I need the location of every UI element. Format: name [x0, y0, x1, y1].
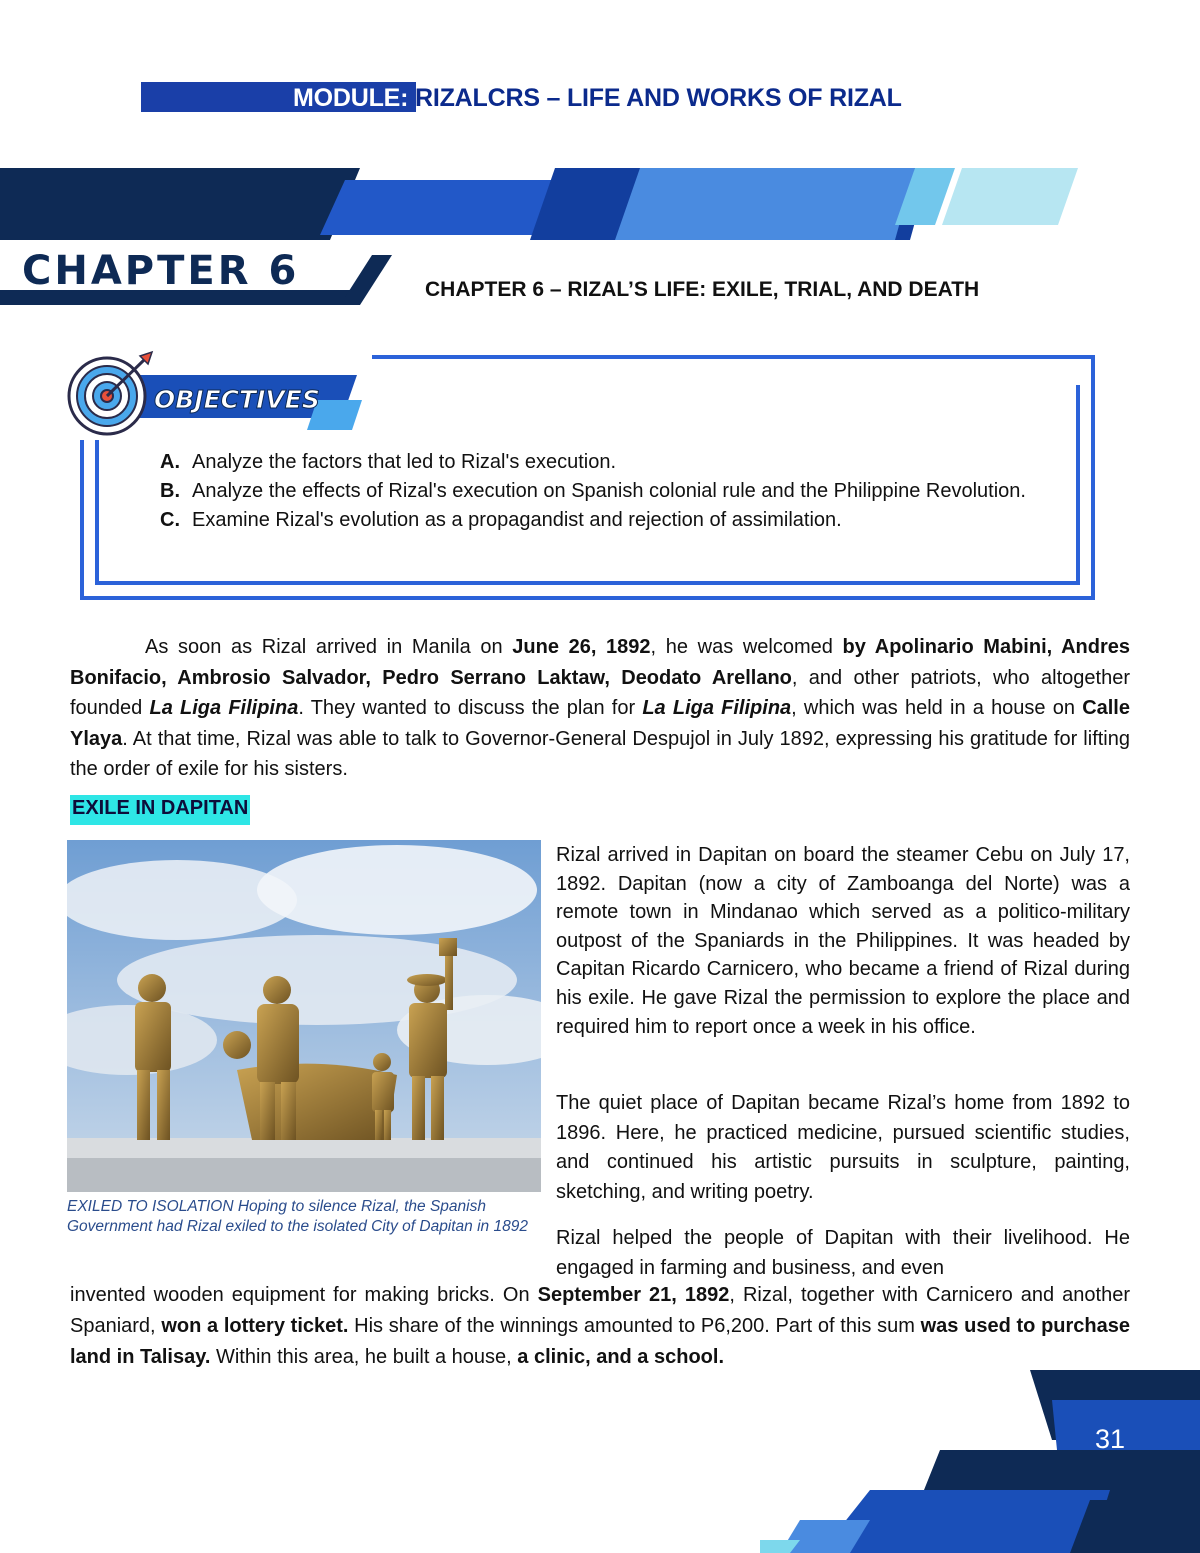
dapitan-paragraph-1: Rizal arrived in Dapitan on board the steamer Cebu on July 17, 1892. Dapitan (now a city of Zamboanga del Norte) was a remote town in Mindanao which served as a politico-military outpost of the Spaniards in the Philippines. It was headed by Capitan Ricardo Carnicero, who became a friend of Rizal during his exile. He gave Rizal the permission to explore the place and required him to report once a week in his office.: [556, 844, 1130, 1038]
dapitan-paragraph-3-cont: invented wooden equipment for making bricks. On September 21, 1892, Rizal, together with Carnicero and another Spaniard, won a lottery ticket. His share of the winnings amounted to P6,200. Part of this sum was used to purchase land in Talisay. Within this area, he built a house, a clinic, and a school.: [70, 1284, 1131, 1368]
objectives-heading: OBJECTIVES: [154, 385, 320, 414]
objective-item: C. Examine Rizal's evolution as a propagandist and rejection of assimilation.: [160, 509, 842, 531]
dapitan-paragraph-3-start: Rizal helped the people of Dapitan with their livelihood. He engaged in farming and business, and even: [556, 1227, 1130, 1279]
objectives-list: [160, 448, 1070, 535]
section-heading: EXILE IN DAPITAN: [70, 795, 250, 825]
chapter-title: CHAPTER 6 – RIZAL’S LIFE: EXILE, TRIAL, AND DEATH: [425, 278, 980, 301]
footer-graphic: [760, 1370, 1200, 1553]
intro-paragraph: As soon as Rizal arrived in Manila on June 26, 1892, he was welcomed by Apolinario Mabini, Andres Bonifacio, Ambrosio Salvador, Pedro Serrano Laktaw, Deodato Arellano, and other patriots, who altogether founded La Liga Filipina. They wanted to discuss the plan for La Liga Filipina, which was held in a house on Calle Ylaya. At that time, Rizal was able to talk to Governor-General Despujol in July 1892, expressing his gratitude for lifting the order of exile for his sisters.: [70, 636, 1130, 780]
objectives-badge: [62, 350, 372, 440]
module-header: MODULE: RIZALCRS – LIFE AND WORKS OF RIZAL: [293, 84, 902, 112]
objective-item: A. Analyze the factors that led to Rizal's execution.: [160, 451, 617, 473]
dapitan-paragraph-2: The quiet place of Dapitan became Rizal’s home from 1892 to 1896. Here, he practiced medicine, pursued scientific studies, and continued his artistic pursuits in sculpture, painting, sketching, and writing poetry.: [556, 1092, 1130, 1203]
chapter-label: CHAPTER 6: [22, 248, 300, 294]
photo-caption: EXILED TO ISOLATION Hoping to silence Rizal, the Spanish Government had Rizal exiled to the isolated City of Dapitan in 1892: [67, 1198, 528, 1235]
dapitan-monument-photo: [67, 840, 541, 1192]
page-number: 31: [1095, 1424, 1126, 1454]
objective-item: B. Analyze the effects of Rizal's execution on Spanish colonial rule and the Philippine Revolution.: [160, 480, 1026, 502]
